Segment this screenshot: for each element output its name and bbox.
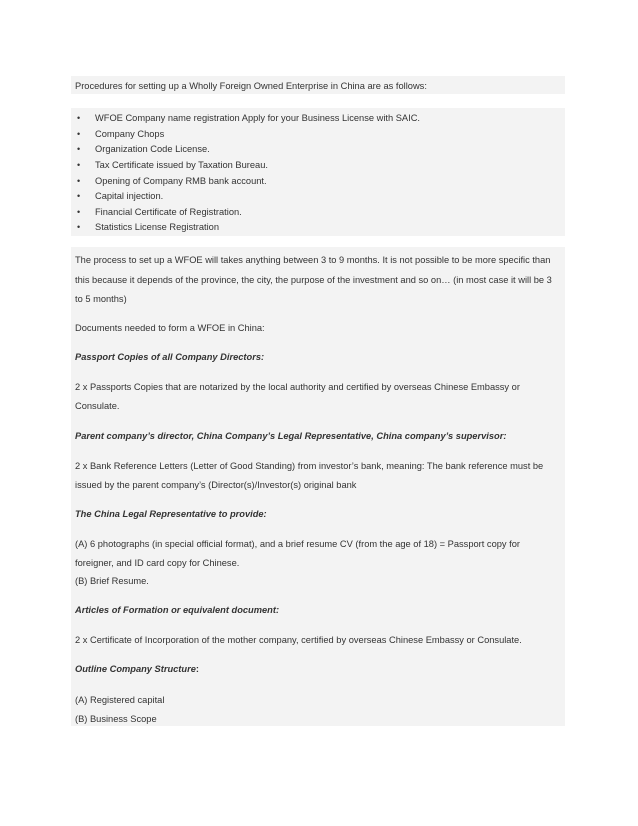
articles-line: 2 x Certificate of Incorporation of the mother company, certified by overseas Chinese Embassy or Consulate. <box>75 635 522 645</box>
bullet-icon: • <box>77 207 81 217</box>
legal-line: (A) 6 photographs (in special official format), and a brief resume CV (from the age of 18) = Passport copy for <box>75 539 520 549</box>
outline-line: (A) Registered capital <box>75 695 165 705</box>
bullet-icon: • <box>77 160 81 170</box>
process-line: The process to set up a WFOE will takes anything between 3 to 9 months. It is not possible to be more specific than <box>75 255 551 265</box>
list-item: Statistics License Registration <box>95 222 220 232</box>
list-item: Tax Certificate issued by Taxation Bureau. <box>95 160 268 170</box>
legal-line: (B) Brief Resume. <box>75 576 149 586</box>
bullet-icon: • <box>77 144 81 154</box>
list-item: Organization Code License. <box>95 144 210 154</box>
parent-line: 2 x Bank Reference Letters (Letter of Good Standing) from investor’s bank, meaning: The bank reference must be <box>75 461 544 471</box>
parent-line: issued by the parent company’s (Director(s)/Investor(s) original bank <box>75 480 357 490</box>
bullet-icon: • <box>77 222 81 232</box>
bullet-icon: • <box>77 191 81 201</box>
parent-heading: Parent company’s director, China Company’s Legal Representative, China company’s supervisor: <box>75 431 507 441</box>
outline-line: (B) Business Scope <box>75 714 157 724</box>
legal-heading: The China Legal Representative to provide: <box>75 509 267 519</box>
documents-intro: Documents needed to form a WFOE in China: <box>75 323 265 333</box>
list-item: Opening of Company RMB bank account. <box>95 176 267 186</box>
list-item: Capital injection. <box>95 191 164 201</box>
outline-colon: : <box>195 664 199 674</box>
bullet-icon: • <box>77 176 81 186</box>
intro-text: Procedures for setting up a Wholly Foreign Owned Enterprise in China are as follows: <box>75 81 427 91</box>
passport-heading: Passport Copies of all Company Directors: <box>75 352 265 362</box>
list-item: Financial Certificate of Registration. <box>95 207 242 217</box>
process-line: to 5 months) <box>75 294 127 304</box>
articles-heading: Articles of Formation or equivalent document: <box>75 605 280 615</box>
passport-line: 2 x Passports Copies that are notarized by the local authority and certified by overseas Chinese Embassy or <box>75 382 520 392</box>
bullet-icon: • <box>77 129 81 139</box>
list-item: Company Chops <box>95 129 165 139</box>
outline-heading: Outline Company Structure <box>75 664 196 674</box>
bullet-icon: • <box>77 113 81 123</box>
process-line: this because it depends of the province, the city, the purpose of the investment and so on… (in most case it will be 3 <box>75 275 552 285</box>
passport-line: Consulate. <box>75 401 120 411</box>
outline-heading-row <box>75 663 563 676</box>
list-item: WFOE Company name registration Apply for your Business License with SAIC. <box>95 113 421 123</box>
legal-line: foreigner, and ID card copy for Chinese. <box>75 558 240 568</box>
